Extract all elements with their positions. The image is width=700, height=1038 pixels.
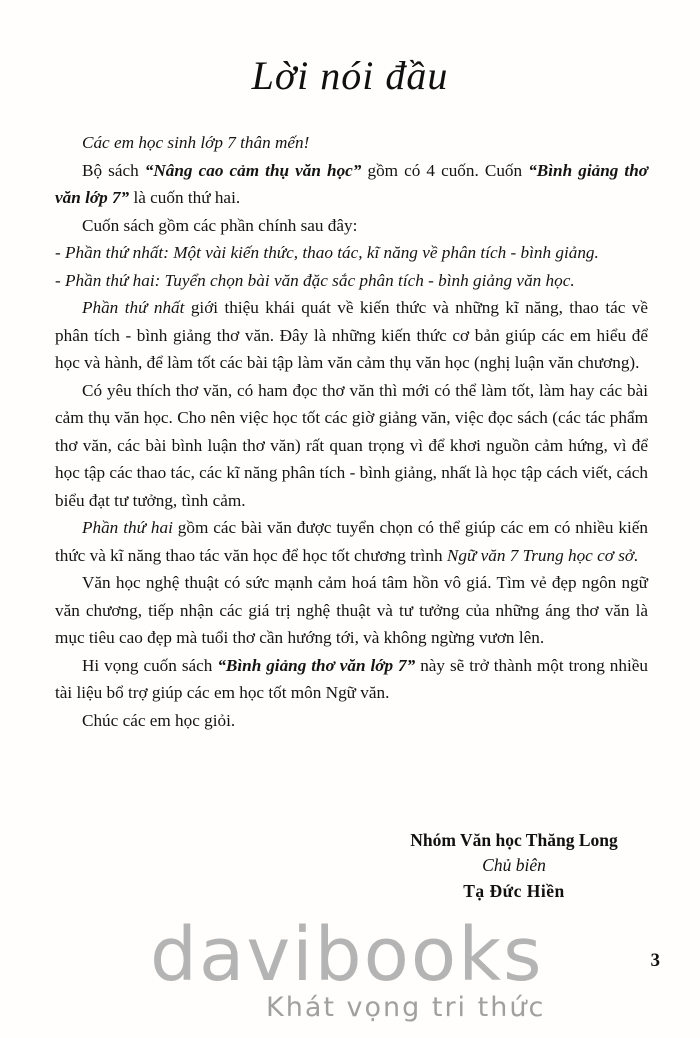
paragraph bbox=[55, 652, 648, 707]
text-segment: này sẽ trở thành một trong nhiều tài liệu bổ trợ giúp các em học tốt môn Ngữ văn. bbox=[55, 655, 648, 702]
watermark-brand: davibooks bbox=[150, 912, 544, 998]
page-number: 3 bbox=[650, 950, 660, 971]
text-segment: Chúc các em học giỏi. bbox=[82, 710, 236, 730]
page-title: Lời nói đầu bbox=[251, 53, 449, 98]
text-segment: “Nâng cao cảm thụ văn học” bbox=[144, 160, 362, 180]
text-segment: giới thiệu khái quát về kiến thức và những kĩ năng, thao tác về phân tích - bình giảng thơ văn. Đây là những kiến thức cơ bản giúp các em hiểu để học và hành, để làm tốt các bài tập làm văn cảm thụ văn học (nghị luận văn chương). bbox=[55, 298, 648, 372]
signature-block bbox=[368, 830, 660, 902]
text-segment: Ngữ văn 7 Trung học cơ sở. bbox=[446, 545, 639, 565]
paragraph bbox=[55, 267, 648, 295]
paragraph bbox=[55, 569, 648, 652]
text-segment: Phần thứ hai bbox=[82, 518, 173, 537]
text-segment: - Phần thứ hai: Tuyển chọn bài văn đặc sắc phân tích - bình giảng văn học. bbox=[55, 270, 575, 290]
paragraph bbox=[55, 294, 648, 377]
paragraph bbox=[55, 157, 648, 212]
paragraph bbox=[55, 129, 648, 157]
body-paragraphs bbox=[55, 129, 648, 734]
text-segment: gồm có 4 cuốn. Cuốn bbox=[361, 160, 529, 180]
text-segment: Có yêu thích thơ văn, có ham đọc thơ văn thì mới có thể làm tốt, làm hay các bài cảm thụ văn học. Cho nên việc học tốt các giờ giảng văn, việc đọc sách (các tác phẩm thơ văn, các bài bình luận thơ văn) rất quan trọng vì để khơi nguồn cảm hứng, vì để học tập các thao tác, các kĩ năng phân tích - bình giảng, nhất là học tập cách viết, cách biểu đạt tư tưởng, tình cảm. bbox=[55, 380, 648, 510]
paragraph bbox=[55, 514, 648, 569]
paragraph bbox=[55, 707, 648, 735]
signature-author-name: Tạ Đức Hiền bbox=[463, 881, 565, 901]
text-segment: “Bình giảng thơ văn lớp 7” bbox=[55, 160, 648, 207]
signature-group-name: Nhóm Văn học Thăng Long bbox=[410, 830, 618, 850]
paragraph bbox=[55, 212, 648, 240]
text-segment: là cuốn thứ hai. bbox=[129, 188, 241, 207]
signature-role: Chủ biên bbox=[482, 855, 546, 875]
text-segment: gồm các bài văn được tuyển chọn có thể giúp các em có nhiều kiến thức và kĩ năng thao tác văn học để học tốt chương trình bbox=[55, 518, 648, 565]
text-segment: Bộ sách bbox=[82, 160, 145, 180]
text-segment: Các em học sinh lớp 7 thân mến! bbox=[82, 133, 310, 152]
text-segment: Văn học nghệ thuật có sức mạnh cảm hoá tâm hồn vô giá. Tìm vẻ đẹp ngôn ngữ văn chương, tiếp nhận các giá trị nghệ thuật và tư tưởng của những áng thơ văn là mục tiêu cao đẹp mà tuổi thơ cần hướng tới, và không ngừng vươn lên. bbox=[55, 573, 648, 647]
text-segment: Phần thứ nhất bbox=[82, 298, 185, 317]
text-segment: - Phần thứ nhất: Một vài kiến thức, thao tác, kĩ năng về phân tích - bình giảng. bbox=[55, 243, 599, 262]
text-segment: Hi vọng cuốn sách bbox=[82, 655, 218, 675]
text-segment: Cuốn sách gồm các phần chính sau đây: bbox=[82, 215, 358, 235]
text-segment: “Bình giảng thơ văn lớp 7” bbox=[217, 655, 416, 675]
paragraph bbox=[55, 239, 648, 267]
paragraph bbox=[55, 377, 648, 515]
watermark-tagline: Khát vọng tri thức bbox=[266, 992, 546, 1023]
